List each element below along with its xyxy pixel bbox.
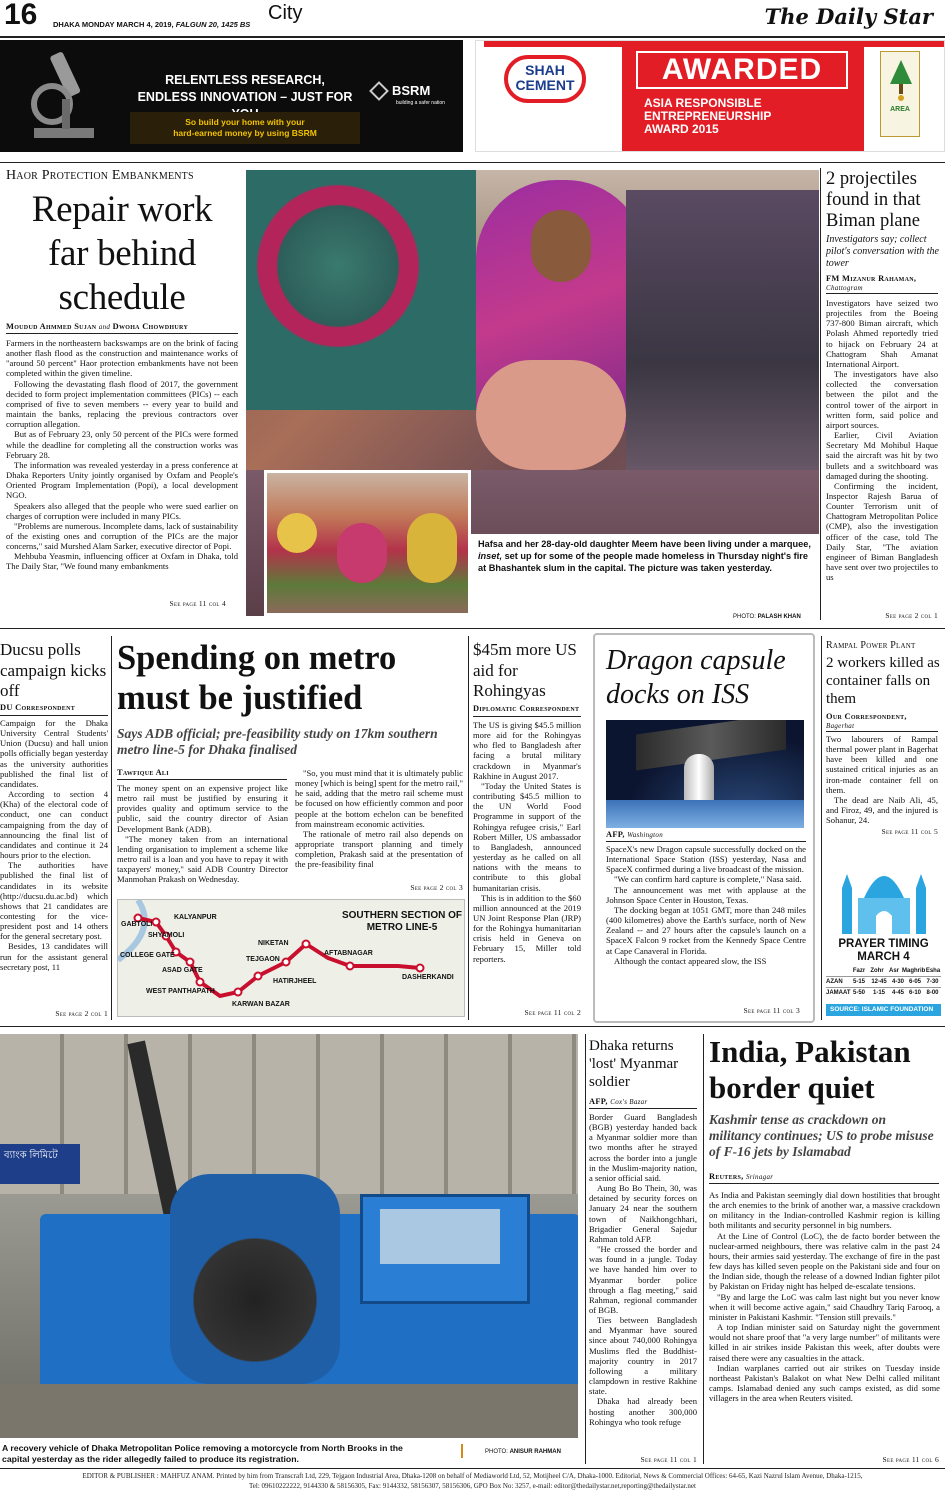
prayer-cell: 6-05 bbox=[908, 979, 921, 985]
map-label-niketan: NIKETAN bbox=[258, 940, 289, 947]
map-label-hatirjheel: HATIRJHEEL bbox=[273, 978, 317, 985]
haor-kicker: Haor Protection Embankments bbox=[6, 168, 194, 183]
prayer-head-cell: Maghrib bbox=[902, 968, 926, 974]
india-byline-place: Srinagar bbox=[745, 1173, 774, 1181]
india-jump[interactable]: See page 11 col 6 bbox=[882, 1455, 939, 1464]
dragon-para: "We can confirm hard capture is complete," Nasa said. bbox=[614, 874, 802, 885]
photo-right-clothes bbox=[626, 190, 819, 480]
bgb-byline bbox=[589, 1097, 701, 1106]
dragon-byline-name: AFP, bbox=[606, 830, 625, 839]
area-badge-label: AREA bbox=[890, 106, 910, 113]
fire-caption-inset: inset, bbox=[478, 551, 502, 561]
river bbox=[118, 900, 145, 960]
photo-shop-sign: ব্যাংক লিমিটে bbox=[0, 1144, 80, 1184]
haor-byline bbox=[6, 322, 238, 331]
dragon-rule bbox=[606, 841, 806, 842]
rampal-byline-name: Our Correspondent, bbox=[826, 712, 907, 721]
metro-headline-1: Spending on metro bbox=[117, 639, 397, 677]
india-para: At the Line of Control (LoC), the de facto border between the nuclear-armed neighbours, there was relative calm in the past 24 hours, their armies said yesterday. The exchange of fire in the past few days has killed seven people on the Pakistani side and four on the Indian side, though the release of a downed Indian fighter pilot by Pakistan on Friday night has helped de-escalate tensions. bbox=[709, 1230, 940, 1292]
metro-map-title bbox=[340, 910, 464, 934]
map-label-kalyanpur: KALYANPUR bbox=[174, 914, 217, 921]
station-kalyanpur bbox=[153, 919, 160, 926]
haor-jump[interactable]: See page 11 col 4 bbox=[169, 599, 226, 608]
rampal-jump[interactable]: See page 11 col 5 bbox=[881, 827, 938, 836]
bgb-divider-left bbox=[585, 1034, 586, 1464]
prayer-cell: 6-10 bbox=[908, 990, 921, 996]
biman-para: Earlier, Civil Aviation Secretary Md Mohibul Haque said the aircraft was hit by two bullets and a switchboard was damaged during the shooting. bbox=[826, 430, 938, 481]
haor-byline-and: and bbox=[98, 323, 111, 331]
bsrm-tagline: building a safer nation bbox=[396, 100, 445, 106]
haor-headline[interactable] bbox=[6, 188, 238, 320]
bsrm-line2: ENDLESS INNOVATION – JUST FOR bbox=[137, 90, 353, 104]
row3-top-rule bbox=[0, 1026, 945, 1027]
biman-para: Investigators have seized two projectiles from the Boeing 737-800 Biman aircraft, which Polash Ahmed reportedly tried to hijack on February 24 at Chattogram Shah Amanat International Airport. bbox=[826, 298, 938, 369]
tow-caption: A recovery vehicle of Dhaka Metropolitan Police removing a motorcycle from North Brooks in the capital yesterday as the rider allegedly failed to produce its registration. bbox=[2, 1443, 403, 1464]
page-number: 16 bbox=[4, 0, 38, 31]
prayer-title bbox=[826, 938, 941, 964]
fire-credit-label: PHOTO: bbox=[733, 614, 756, 620]
metro-divider bbox=[468, 636, 469, 1020]
ducsu-para: The authorities have published the final list of candidates in its website (http://ducsu.du.ac.bd) which shows that 21 candidates are contesting for the vice-president post and 14 others for the general secretary post. bbox=[0, 860, 108, 942]
prayer-table bbox=[826, 966, 941, 998]
india-para: A top Indian minister said on Saturday night the government would not share proof that "a very large number" of militants were killed in air strikes inside Pakistan this week, after doubts were raised there were any casualties in the attack. bbox=[709, 1322, 940, 1363]
fire-inset-photo bbox=[264, 470, 471, 616]
prayer-cell: 12-45 bbox=[871, 979, 887, 985]
prayer-title-text: PRAYER TIMING bbox=[838, 938, 929, 950]
prayer-timing-box bbox=[826, 846, 941, 1018]
metro-rule bbox=[117, 779, 287, 780]
bsrm-line1: RELENTLESS RESEARCH, bbox=[165, 73, 325, 87]
station-dasherkandi bbox=[417, 965, 424, 972]
prayer-cell: 7-30 bbox=[926, 979, 939, 985]
dragon-byline bbox=[606, 830, 806, 839]
bsrm-logo-icon bbox=[369, 81, 389, 101]
map-label-dasherkandi: DASHERKANDI bbox=[402, 974, 454, 981]
india-headline[interactable] bbox=[709, 1034, 941, 1106]
haor-para: "Problems are numerous. Incomplete dams, lack of sustainability of the existing ones and corruption of the PICs are the major concerns," said Murshed Alam Sarker, executive director of Popi. bbox=[6, 520, 238, 552]
footer-line-2: Tel: 09610222222, 9144330 & 58156305, Fax: 9144332, 58156307, 58156306, GPO Box No: 3257, e-mail: editor@thedailystar.net,reporting@thedailystar.net bbox=[249, 1482, 696, 1490]
footer-imprint bbox=[0, 1471, 945, 1491]
bgb-rule bbox=[589, 1108, 697, 1109]
shah-award-text bbox=[644, 97, 771, 136]
metro-para: "The money taken from an international lending organisation to implement a scheme like metro rail is a loan and you have to repay it with taxpayers' money," said ADB Country Director Manmohan Prakash on Wednesday. bbox=[117, 833, 288, 885]
haor-byline-2: Dwoha Chowdhury bbox=[112, 322, 189, 331]
photo-building-facade bbox=[0, 1034, 578, 1194]
india-headline-1: India, Pakistan bbox=[709, 1034, 911, 1069]
map-label-west-panthapath: WEST PANTHAPATH bbox=[146, 988, 215, 995]
rohingya-jump[interactable]: See page 11 col 2 bbox=[524, 1008, 581, 1017]
ducsu-rule bbox=[0, 715, 108, 716]
metro-map bbox=[117, 899, 465, 1017]
haor-rule bbox=[6, 333, 238, 334]
ducsu-headline[interactable]: Ducsu polls campaign kicks off bbox=[0, 640, 107, 700]
bsrm-line4: hard-earned money by using BSRM bbox=[173, 128, 317, 138]
map-label-college-gate: COLLEGE GATE bbox=[120, 952, 175, 959]
bgb-divider-right bbox=[703, 1034, 704, 1464]
shah-logo bbox=[504, 55, 586, 103]
map-label-shyamoli: SHYAMOLI bbox=[148, 932, 185, 939]
biman-para: The investigators have also collected the conversation between the pilot and the control tower of the airport in written form, said police and airport sources. bbox=[826, 369, 938, 430]
rampal-para: Two labourers of Rampal thermal power plant in Bagerhat have been killed and one sustained critical injuries as an iron-made container fell on them. bbox=[826, 734, 938, 795]
rohingya-rule bbox=[473, 716, 581, 717]
rohingya-body bbox=[473, 720, 581, 1006]
earth-horizon bbox=[606, 800, 804, 828]
tow-truck-photo bbox=[0, 1034, 578, 1438]
fire-caption-rest: set up for some of the people made homeless in Thursday night's fire at Bhashantek slum in the capital. The picture was taken yesterday. bbox=[478, 551, 808, 573]
dragon-body bbox=[606, 844, 806, 1004]
shah-cement-ad[interactable] bbox=[475, 40, 945, 152]
bsrm-ad[interactable] bbox=[0, 40, 463, 152]
ducsu-para: Besides, 13 candidates will run for the assistant general secretary post, 11 bbox=[0, 941, 108, 972]
inset-person-pink bbox=[337, 523, 387, 583]
ducsu-byline: DU Correspondent bbox=[0, 703, 76, 712]
fire-credit-name: PALASH KHAN bbox=[757, 614, 801, 620]
map-label-asad-gate: ASAD GATE bbox=[162, 967, 203, 974]
prayer-head-cell: Zohr bbox=[870, 968, 884, 974]
dragon-para: Although the contact appeared slow, the ISS bbox=[614, 955, 767, 966]
bgb-headline[interactable]: Dhaka returns 'lost' Myanmar soldier bbox=[589, 1038, 679, 1090]
tow-caption-marker bbox=[461, 1444, 463, 1458]
dateline bbox=[53, 20, 250, 29]
dateline-date: DHAKA MONDAY MARCH 4, 2019, bbox=[53, 20, 174, 29]
row2-top-rule bbox=[0, 628, 945, 629]
bgb-byline-name: AFP, bbox=[589, 1097, 608, 1106]
dragon-divider bbox=[821, 636, 822, 1020]
station-tejgaon bbox=[283, 959, 290, 966]
bgb-jump[interactable]: See page 11 col 1 bbox=[640, 1455, 697, 1464]
prayer-head-cell: Esha bbox=[925, 968, 941, 974]
dragon-headline-1: Dragon capsule bbox=[606, 645, 786, 676]
rampal-body bbox=[826, 734, 938, 826]
bsrm-logo bbox=[372, 82, 445, 106]
metro-jump[interactable]: See page 2 col 3 bbox=[410, 883, 463, 892]
metro-para: "So, you must mind that it is ultimately public money [which is being] spent for the metro rail," he said, adding that the metro rail scheme must be focused on how efficiently common and poor people at the bottom echelon can be benefited from mainstream economic activities. bbox=[295, 768, 463, 829]
haor-para: Speakers also alleged that the people who were sued earlier on charges of corruption were included in many PICs. bbox=[6, 500, 238, 521]
haor-byline-1: Moudud Ahmmed Sujan bbox=[6, 322, 97, 331]
prayer-cell: JAMAAT bbox=[826, 990, 851, 996]
india-byline-name: Reuters, bbox=[709, 1172, 744, 1181]
rohingya-para: "Today the United States is contributing $45.5 million to the UN World Food Programme in support of the Rohingya refugee crisis," Earl Robert Miller, US ambassador to Bangladesh, announced yesterday as he called on all nations with the means to contribute to this global humanitarian crisis. bbox=[473, 780, 581, 893]
ducsu-para: According to section 4 (Kha) of the electoral code of conduct, one can conduct campaigning from the day of announcing the final list of candidates and continue it 24 hours prior to the election. bbox=[0, 789, 108, 861]
rohingya-headline[interactable]: $45m more US aid for Rohingyas bbox=[473, 640, 577, 700]
mosque-icon bbox=[838, 848, 930, 936]
biman-byline bbox=[826, 274, 940, 292]
station-west-panthapath bbox=[197, 979, 204, 986]
metro-para: The money spent on an expensive project like metro rail must be justified by ensuring it provides quality and optimum service to the public, said the country director of Asian Development Bank (ADB). bbox=[117, 783, 288, 834]
biman-headline[interactable]: 2 projectiles found in that Biman plane bbox=[826, 169, 921, 231]
biman-deck: Investigators say; collect pilot's conversation with the tower bbox=[826, 234, 939, 269]
station-niketan bbox=[303, 941, 310, 948]
dragon-para: The docking began at 1051 GMT, more than 248 miles (400 kilometres) above the Earth's surface, north of New Zealand -- and 27 hours after the capsule's launch on a SpaceX Falcon 9 rocket from the Kennedy Space Centre at Cape Canaveral in Florida. bbox=[606, 904, 806, 956]
dragon-headline[interactable] bbox=[606, 644, 806, 712]
haor-para: Following the devastating flash flood of 2017, the government decided to form project implementation committees (PICs) -- each comprised of five to seven members -- every year to build and maintain the banks, replacing the previous contractors over corruption allegation. bbox=[6, 378, 238, 430]
prayer-cell: AZAN bbox=[826, 979, 843, 985]
inset-person-right bbox=[407, 513, 457, 583]
shah-line1: ASIA RESPONSIBLE bbox=[644, 96, 762, 110]
haor-headline-3: schedule bbox=[58, 277, 186, 318]
rampal-kicker: Rampal Power Plant bbox=[826, 640, 916, 651]
india-byline bbox=[709, 1172, 941, 1181]
station-asad-gate bbox=[187, 959, 194, 966]
map-label-gabtoli: GABTOLI bbox=[121, 921, 153, 928]
rampal-byline-place: Bagerhat bbox=[826, 722, 855, 730]
bgb-para: "He crossed the border and was found in a jungle. Today we have handed him over to Myanmar border police through a flag meeting," said Rahman, regional commander of BGB. bbox=[589, 1244, 697, 1315]
ducsu-body bbox=[0, 718, 108, 1008]
haor-para: But as of February 23, only 50 percent of the PICs were formed while the deadline for completing all the construction works was February 28. bbox=[6, 429, 238, 460]
rohingya-para: This is in addition to the $60 million announced at the 2019 UN Joint Response Plan (JRP) for the Rohingya humanitarian crisis held in Geneva on February 15, Miller told reporters. bbox=[473, 892, 581, 964]
dragon-byline-place: Washington bbox=[627, 831, 664, 839]
biman-para: Confirming the incident, Inspector Rajesh Barua of Counter Terrorism unit of Chattogram Metropolitan Police (CMP), also the investigation officer of the case, told The Daily Star, "The aviation engineer of Biman Bangladesh have sent over two projectiles to us bbox=[826, 480, 938, 583]
prayer-head-cell: Asr bbox=[888, 968, 899, 974]
area-badge bbox=[880, 51, 920, 137]
rampal-headline[interactable]: 2 workers killed as container falls on them bbox=[826, 655, 940, 707]
fire-credit bbox=[733, 614, 801, 620]
map-label-tejgaon: TEJGAON bbox=[246, 956, 280, 963]
rampal-byline bbox=[826, 712, 942, 730]
tree-icon bbox=[888, 58, 914, 102]
haor-para: Farmers in the northeastern backswamps are on the brink of facing another flash flood as the construction and maintenance works of "around 50 percent" Haor protection embankments have not been completed within the given timeline. bbox=[6, 338, 238, 379]
footer-line-1: EDITOR & PUBLISHER : MAHFUZ ANAM. Printed by him from Transcraft Ltd, 229, Tejgaon Industrial Area, Dhaka-1208 on behalf of Mediaworld Ltd, 52, Motijheel C/A, Dhaka-1000. Editorial, News & Commercial Offices: 64-65, Kazi Nazrul Islam Avenue, Dhaka-1215, bbox=[82, 1472, 863, 1480]
bgb-para: Aung Bo Bo Thein, 30, was detained by security forces on January 24 near the southern town of Naikhongchhari, Brigadier General Sajedur Rahman told AFP. bbox=[589, 1183, 697, 1244]
bsrm-line3: So build your home with your bbox=[185, 117, 305, 127]
shah-awarded: AWARDED bbox=[636, 51, 848, 89]
haor-body bbox=[6, 338, 238, 600]
station-aftabnagar bbox=[347, 963, 354, 970]
dragon-headline-2: docks on ISS bbox=[606, 679, 750, 710]
prayer-cell: 4-45 bbox=[891, 990, 904, 996]
bgb-para: Ties between Bangladesh and Myanmar have soured since about 740,000 Rohingya Muslims fled the Buddhist-majority country in 2017 following a military clampdown in restive Rakhine state. bbox=[589, 1315, 697, 1397]
metro-col1 bbox=[117, 783, 288, 893]
photo-truck-window bbox=[380, 1209, 500, 1264]
haor-headline-1: Repair work bbox=[31, 189, 213, 230]
biman-body bbox=[826, 298, 938, 610]
inset-person-yellow bbox=[277, 513, 317, 553]
shah-line2: ENTREPRENEURSHIP bbox=[644, 109, 772, 123]
tow-credit-label: PHOTO: bbox=[485, 1449, 508, 1455]
prayer-jamaat-row bbox=[826, 987, 941, 998]
haor-para: Mehbuba Yeasmin, influencing officer at Oxfam in Dhaka, told The Daily Star, "We found many embankments bbox=[6, 551, 238, 572]
photo-road bbox=[0, 1384, 578, 1438]
tow-credit bbox=[485, 1449, 561, 1455]
prayer-cell: 4-30 bbox=[891, 979, 904, 985]
photo-baby bbox=[476, 360, 626, 470]
haor-headline-2: far behind bbox=[47, 233, 197, 274]
photo-motorcycle bbox=[170, 1174, 340, 1384]
prayer-source: SOURCE: ISLAMIC FOUNDATION bbox=[826, 1004, 941, 1016]
prayer-head-cell: Fazr bbox=[852, 968, 866, 974]
footer-rule bbox=[0, 1468, 945, 1469]
bgb-byline-place: Cox's Bazar bbox=[610, 1098, 648, 1106]
biman-jump[interactable]: See page 2 col 1 bbox=[885, 611, 938, 620]
prayer-cell: 1-15 bbox=[872, 990, 885, 996]
india-body bbox=[709, 1190, 940, 1454]
bgb-para: Border Guard Bangladesh (BGB) yesterday handed back a Myanmar soldier more than two months after he strayed across the border into a jungle in the Muslim-majority nation, a senior official said. bbox=[589, 1112, 697, 1183]
india-deck: Kashmir tense as crackdown on militancy continues; US to probe misuse of F-16 jets by Islamabad bbox=[709, 1112, 934, 1159]
india-headline-2: border quiet bbox=[709, 1070, 875, 1105]
biman-rule bbox=[826, 293, 938, 294]
metro-headline[interactable] bbox=[117, 638, 462, 718]
biman-byline-name: FM Mizanur Rahaman, bbox=[826, 274, 917, 283]
bsrm-sub bbox=[130, 112, 360, 144]
map-label-aftabnagar: AFTABNAGAR bbox=[324, 950, 373, 957]
prayer-date: MARCH 4 bbox=[857, 951, 910, 963]
shah-line3: AWARD 2015 bbox=[644, 122, 719, 136]
india-para: Indian warplanes carried out air strikes on Tuesday inside northeast Pakistan's Balakot on what New Delhi called militant camps. Islamabad denied any such camps existed, as did some villagers in the area when Reuters visited. bbox=[709, 1362, 940, 1404]
shah-logo-2: CEMENT bbox=[515, 77, 575, 93]
paper-name: The Daily Star bbox=[764, 4, 933, 29]
biman-divider bbox=[820, 168, 821, 620]
bgb-para: Dhaka had already been hosting another 300,000 Rohingya who took refuge bbox=[589, 1396, 697, 1427]
rampal-rule bbox=[826, 731, 938, 732]
rohingya-para: The US is giving $45.5 million more aid for the Rohingyas who fled to Bangladesh after facing a brutal military crackdown in Myanmar's Rakhine in August 2017. bbox=[473, 720, 581, 781]
rohingya-byline: Diplomatic Correspondent bbox=[473, 704, 580, 713]
dragon-para: The announcement was met with applause at the Johnson Space Center in Houston, Texas. bbox=[606, 884, 806, 905]
dragon-jump[interactable]: See page 11 col 3 bbox=[743, 1006, 800, 1015]
metro-col2 bbox=[295, 768, 463, 882]
dragon-capsule-photo bbox=[606, 720, 804, 828]
fire-caption bbox=[478, 538, 816, 574]
map-label-karwan-bazar: KARWAN BAZAR bbox=[232, 1001, 290, 1008]
tow-credit-name: ANISUR RAHMAN bbox=[509, 1449, 561, 1455]
prayer-head-row bbox=[826, 966, 941, 976]
shah-logo-1: SHAH bbox=[525, 62, 565, 78]
prayer-cell: 5-50 bbox=[852, 990, 865, 996]
india-para: "By and large the LoC was calm last night but you never know when it will become active again," said Chaudhry Tariq Farooq, a minister in Pakistani Kashmir. "Tension still prevails." bbox=[709, 1291, 940, 1322]
prayer-cell: 5-15 bbox=[852, 979, 865, 985]
map-title-1: SOUTHERN SECTION OF bbox=[341, 910, 462, 921]
microscope-icon bbox=[20, 44, 110, 149]
photo-floral-fabric bbox=[246, 170, 476, 410]
ads-bottom-rule bbox=[0, 162, 945, 163]
metro-byline: Tawfique Ali bbox=[117, 768, 169, 777]
station-karwan-bazar bbox=[235, 989, 242, 996]
metro-deck: Says ADB official; pre-feasibility study on 17km southern metro line-5 for Dhaka finalised bbox=[117, 726, 438, 757]
ducsu-para: Campaign for the Dhaka University Central Students' Union (Ducsu) and hall union polls officially began yesterday as the university authorities published the final list of candidates. bbox=[0, 718, 108, 789]
biman-byline-place: Chattogram bbox=[826, 284, 863, 292]
prayer-head-cell bbox=[826, 966, 850, 976]
fire-caption-main: Hafsa and her 28-day-old daughter Meem have been living under a marquee, bbox=[478, 539, 811, 549]
rampal-para: The dead are Naib Ali, 45, and Firoz, 49, and the injured is Sohanur, 24. bbox=[826, 794, 938, 826]
map-title-2: METRO LINE-5 bbox=[366, 922, 438, 933]
dateline-bangla: FALGUN 20, 1425 BS bbox=[175, 20, 251, 29]
ducsu-divider bbox=[111, 636, 112, 1020]
section-name: City bbox=[268, 2, 303, 24]
photo-mother-face bbox=[531, 210, 591, 282]
station-hatirjheel bbox=[255, 973, 262, 980]
ducsu-jump[interactable]: See page 2 col 1 bbox=[55, 1009, 108, 1018]
masthead-rule bbox=[0, 36, 945, 38]
metro-headline-2: must be justified bbox=[117, 679, 363, 717]
india-para: As India and Pakistan seemingly dial down hostilities that brought the arch enemies to the brink of another war, a massive crackdown on militancy in the Indian-controlled Kashmir region is killing both militants and security personnel in big numbers. bbox=[709, 1190, 940, 1231]
dragon-para: SpaceX's new Dragon capsule successfully docked on the International Space Station (ISS) yesterday, Nasa and SpaceX confirmed during a live broadcast of the mission. bbox=[606, 844, 806, 875]
haor-para: The information was revealed yesterday in a press conference at Dhaka Reporters Unity jointly organised by Oxfam and People's Oriented Program Implementation (Popi), a local development NGO. bbox=[6, 459, 238, 501]
india-rule bbox=[709, 1183, 939, 1184]
bsrm-brand: BSRM bbox=[392, 83, 431, 98]
prayer-cell: 8-00 bbox=[926, 990, 939, 996]
prayer-azan-row bbox=[826, 976, 941, 987]
bgb-body bbox=[589, 1112, 697, 1452]
metro-para: The rationale of metro rail also depends on appropriate transport planning and timely completion, Prakash said at the presentation of the pre-feasibility final bbox=[295, 828, 463, 870]
